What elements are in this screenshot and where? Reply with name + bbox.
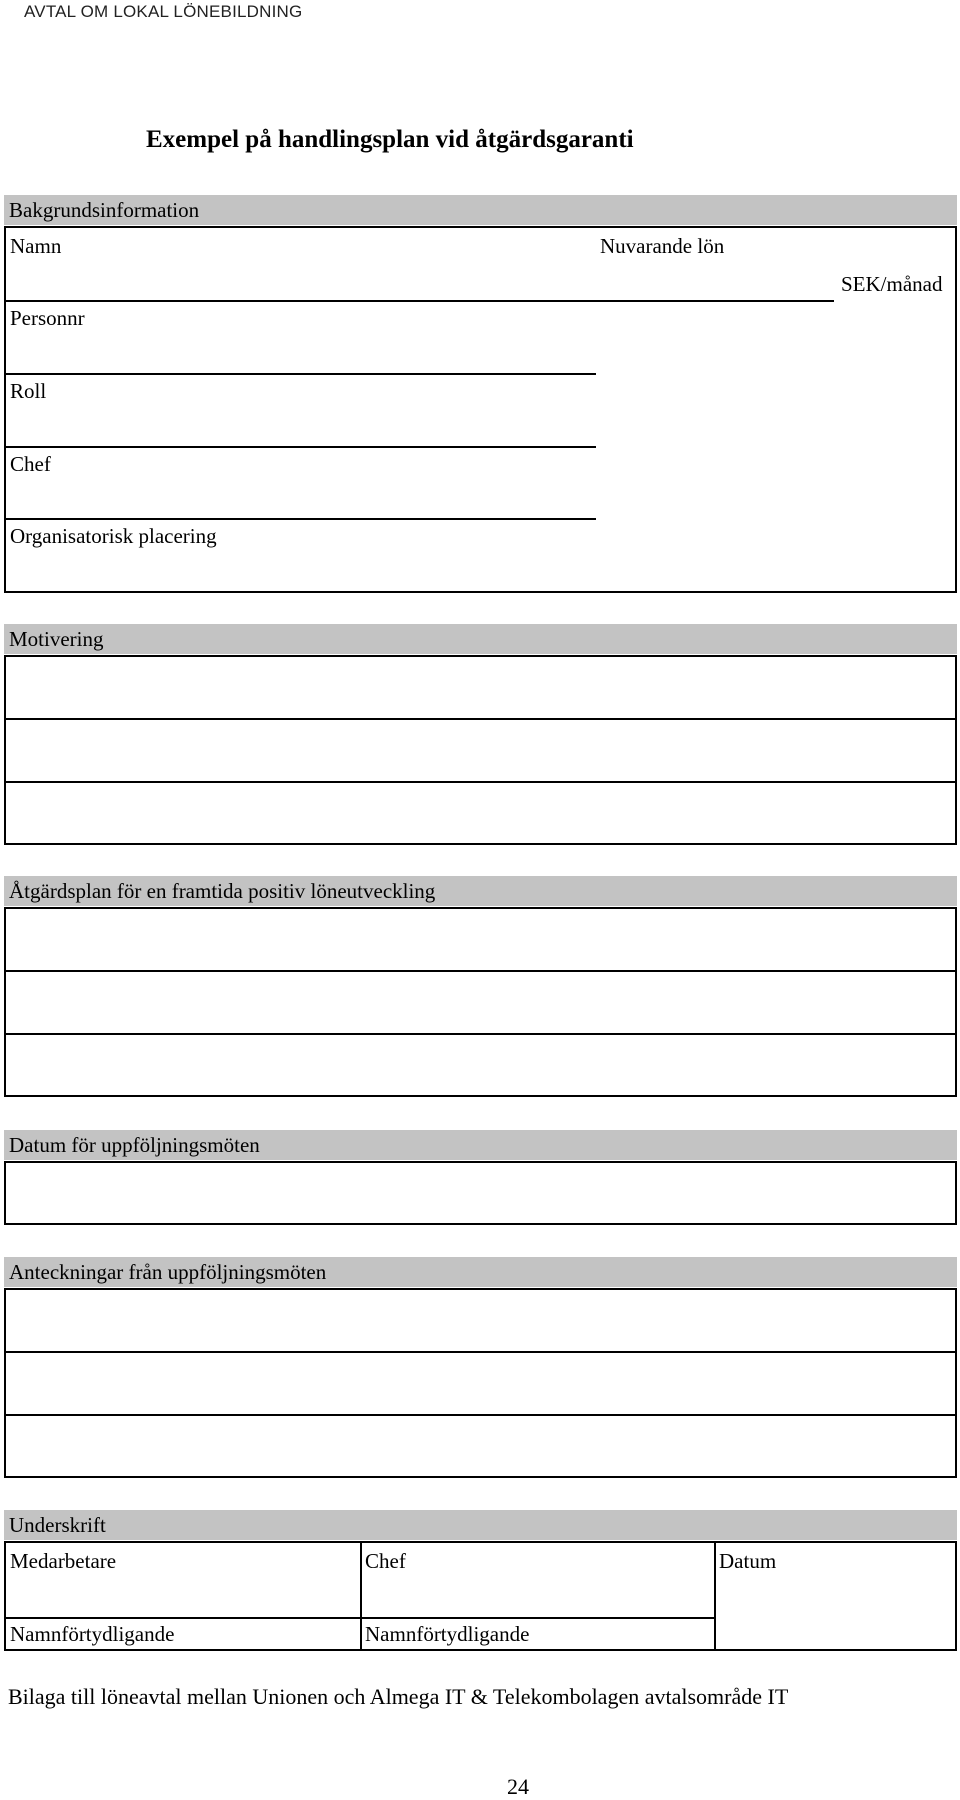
- motivation-box[interactable]: [4, 655, 957, 845]
- salary-unit-label: SEK/månad: [841, 272, 943, 296]
- running-header: AVTAL OM LOKAL LÖNEBILDNING: [24, 2, 303, 21]
- section-heading-signature: Underskrift: [4, 1510, 957, 1540]
- name-label: Namn: [10, 234, 62, 258]
- signature-box: [4, 1541, 957, 1651]
- action-plan-row-divider: [6, 970, 955, 972]
- section-heading-action-plan: Åtgärdsplan för en framtida positiv löneutveckling: [4, 876, 957, 906]
- notes-row-divider: [6, 1351, 955, 1353]
- org-placement-label: Organisatorisk placering: [10, 524, 217, 548]
- personnr-line[interactable]: [6, 373, 596, 375]
- date-label: Datum: [719, 1549, 777, 1573]
- signature-column-divider: [714, 1543, 716, 1649]
- manager-print-name-label: Namnförtydligande: [365, 1622, 530, 1646]
- motivation-row-divider: [6, 718, 955, 720]
- salary-label: Nuvarande lön: [600, 234, 725, 258]
- followup-notes-box[interactable]: [4, 1288, 957, 1478]
- section-heading-followup-notes: Anteckningar från uppföljningsmöten: [4, 1257, 957, 1287]
- signature-line[interactable]: [6, 1617, 716, 1619]
- name-salary-line[interactable]: [6, 300, 834, 302]
- manager-signature-label: Chef: [365, 1549, 406, 1573]
- motivation-row-divider: [6, 781, 955, 783]
- employee-print-name-label: Namnförtydligande: [10, 1622, 175, 1646]
- section-heading-motivation: Motivering: [4, 624, 957, 654]
- followup-dates-box[interactable]: [4, 1161, 957, 1225]
- role-line[interactable]: [6, 446, 596, 448]
- section-heading-background: Bakgrundsinformation: [4, 195, 957, 225]
- signature-column-divider: [360, 1543, 362, 1649]
- personnr-label: Personnr: [10, 306, 85, 330]
- form-title: Exempel på handlingsplan vid åtgärdsgaranti: [146, 126, 634, 153]
- employee-signature-label: Medarbetare: [10, 1549, 117, 1573]
- manager-label: Chef: [10, 452, 51, 476]
- manager-line[interactable]: [6, 518, 596, 520]
- role-label: Roll: [10, 379, 47, 403]
- section-heading-followup-dates: Datum för uppföljningsmöten: [4, 1130, 957, 1160]
- action-plan-box[interactable]: [4, 907, 957, 1097]
- appendix-note: Bilaga till löneavtal mellan Unionen och Almega IT & Telekombolagen avtalsområde IT: [8, 1684, 789, 1709]
- background-box: [4, 226, 957, 593]
- notes-row-divider: [6, 1414, 955, 1416]
- page-number: 24: [507, 1774, 529, 1799]
- action-plan-row-divider: [6, 1033, 955, 1035]
